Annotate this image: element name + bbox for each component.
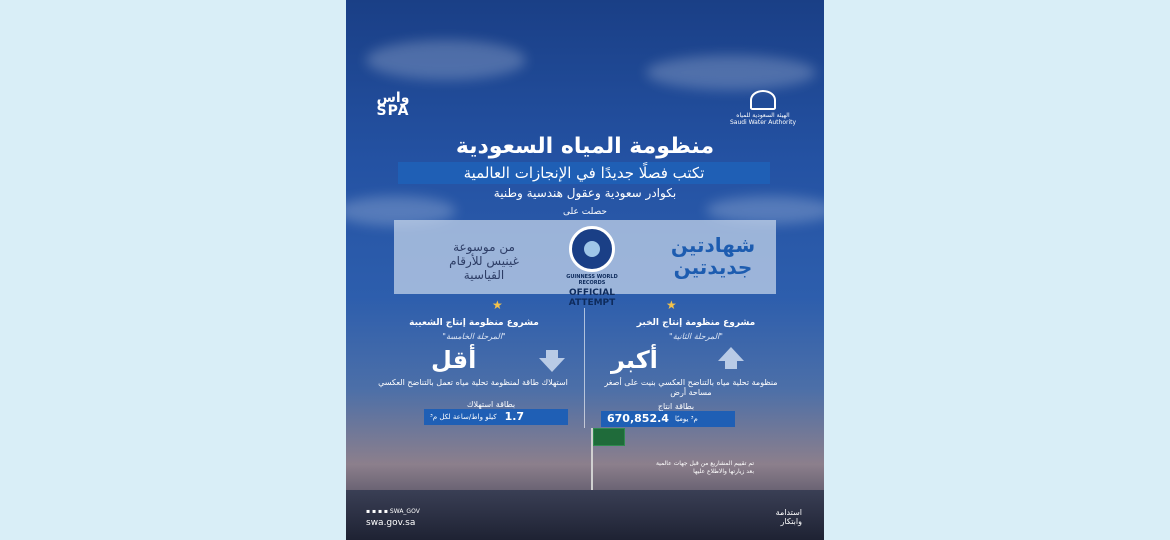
spa-logo xyxy=(376,92,410,118)
projects-divider xyxy=(584,308,585,428)
headline-subtitle: تكتب فصلًا جديدًا في الإنجازات العالمية xyxy=(398,162,770,184)
project-khobar-value: 670,852.4 xyxy=(607,412,669,425)
certificates-source-line3: القياسية xyxy=(463,268,505,282)
certificates-source-line1: من موسوعة xyxy=(453,240,515,254)
sustain-line2: وابتكار xyxy=(780,517,802,526)
swa-emblem-icon xyxy=(750,90,776,110)
guinness-badge-line1: OFFICIAL xyxy=(569,288,615,298)
star-icon: ★ xyxy=(492,298,503,312)
arrow-up-icon xyxy=(718,347,744,369)
footnote-line1: تم تقييم المشاريع من قبل جهات عالمية xyxy=(655,460,754,467)
guinness-badge-line2: ATTEMPT xyxy=(568,298,616,308)
infographic-poster xyxy=(346,0,824,540)
swa-name-en: Saudi Water Authority xyxy=(729,119,797,126)
project-shuaibah-unit: كيلو واط/ساعة لكل م³ xyxy=(430,413,497,421)
project-khobar-phase: "المرحلة الثانية" xyxy=(669,332,723,341)
swa-name-ar: الهيئة السعودية للمياه xyxy=(736,112,790,119)
project-shuaibah-big: أقل xyxy=(431,346,477,374)
spa-logo-ar: واس xyxy=(376,90,410,106)
project-khobar-big: أكبر xyxy=(611,346,658,374)
swa-logo xyxy=(726,90,800,126)
website-link[interactable]: swa.gov.sa xyxy=(366,518,416,528)
project-shuaibah-value-box xyxy=(424,409,568,425)
project-khobar-title: مشروع منظومة إنتاج الخبر xyxy=(636,318,756,328)
spa-logo-en: SPA xyxy=(376,103,410,119)
sustainability-logo xyxy=(732,508,802,526)
social-handle-text: SWA_GOV xyxy=(389,508,420,515)
social-icons: ▪ ▪ ▪ ▪ xyxy=(366,508,390,515)
certificates-title-line2: جديدتين xyxy=(673,255,753,279)
saudi-flag-icon xyxy=(593,428,625,446)
project-khobar-unit: م³ يوميًا xyxy=(674,415,698,423)
project-shuaibah-desc: استهلاك طاقة لمنظومة تحلية مياه تعمل بالتناضح العكسي xyxy=(378,378,568,387)
certificates-title-line1: شهادتين xyxy=(670,233,756,257)
footnote-line2: بعد زيارتها والاطلاع عليها xyxy=(693,468,754,475)
sustain-line1: استدامة xyxy=(775,508,802,517)
headline-title: منظومة المياه السعودية xyxy=(455,134,715,159)
certificates-band xyxy=(394,220,776,308)
social-handle xyxy=(366,508,420,515)
certificates-title xyxy=(658,234,768,278)
project-khobar-capacity-label: بطاقة انتاج xyxy=(657,402,695,411)
guinness-seal-icon xyxy=(569,226,615,272)
project-shuaibah-phase: "المرحلة الخامسة" xyxy=(442,332,506,341)
certificates-source-line2: غينيس للأرقام xyxy=(449,254,519,268)
cloud xyxy=(366,40,526,80)
guinness-badge xyxy=(554,226,630,308)
project-khobar-desc: منظومة تحلية مياه بالتناضح العكسي بنيت على أصغر مساحة أرض xyxy=(604,378,778,397)
certificates-source xyxy=(424,240,544,282)
cloud xyxy=(646,55,816,90)
project-khobar-value-box xyxy=(601,411,735,427)
obtained-label: حصلت على xyxy=(563,207,607,217)
star-icon: ★ xyxy=(666,298,677,312)
arrow-down-icon xyxy=(539,350,565,372)
project-shuaibah-value: 1.7 xyxy=(504,410,525,423)
guinness-badge-top: GUINNESS WORLD RECORDS xyxy=(566,274,618,286)
footnote xyxy=(594,460,754,476)
headline-subtitle-2: بكوادر سعودية وعقول هندسية وطنية xyxy=(493,186,677,200)
project-shuaibah-capacity-label: بطاقة استهلاك xyxy=(466,400,516,409)
project-shuaibah-title: مشروع منظومة إنتاج الشعيبة xyxy=(409,318,539,328)
